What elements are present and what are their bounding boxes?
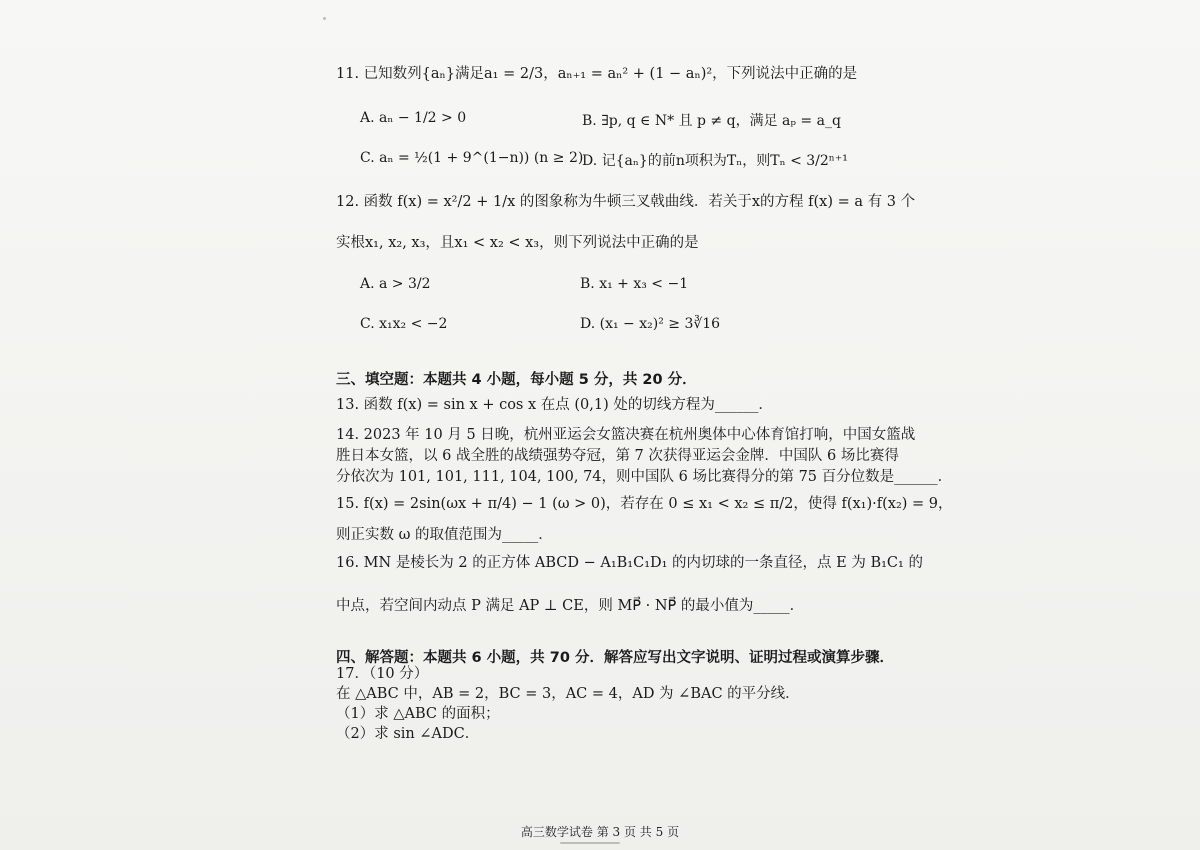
question-11-option-c: C. aₙ = ½(1 + 9^(1−n)) (n ≥ 2) (360, 150, 584, 166)
question-16-line-1: 16. MN 是棱长为 2 的正方体 ABCD − A₁B₁C₁D₁ 的内切球的一条直径，点 E 为 B₁C₁ 的 (336, 555, 923, 571)
scan-speck (560, 842, 620, 844)
question-12-option-b: B. x₁ + x₃ < −1 (580, 276, 689, 292)
question-11-option-b: B. ∃p, q ∈ N* 且 p ≠ q，满足 aₚ = a_q (582, 113, 841, 129)
question-15-line-1: 15. f(x) = 2sin(ωx + π/4) − 1 (ω > 0)，若存在 0 ≤ x₁ < x₂ ≤ π/2，使得 f(x₁)·f(x₂) = 9， (336, 496, 953, 512)
question-17-heading: 17．（10 分） (336, 666, 429, 682)
question-14-line-2: 胜日本女篮，以 6 战全胜的战绩强势夺冠，第 7 次获得亚运会金牌．中国队 6 场比赛得 (336, 448, 899, 464)
question-16-line-2: 中点，若空间内动点 P 满足 AP ⊥ CE，则 MP⃗ · NP⃗ 的最小值为_____． (336, 598, 805, 614)
question-12-option-c: C. x₁x₂ < −2 (360, 316, 448, 332)
page-footer: 高三数学试卷 第 3 页 共 5 页 (520, 825, 680, 839)
question-12-line-1: 12. 函数 f(x) = x²/2 + 1/x 的图象称为牛顿三叉戟曲线．若关于x的方程 f(x) = a 有 3 个 (336, 194, 916, 210)
question-17-stem: 在 △ABC 中，AB = 2，BC = 3，AC = 4，AD 为 ∠BAC 的平分线． (336, 686, 800, 702)
question-12-option-d: D. (x₁ − x₂)² ≥ 3∛16 (580, 316, 721, 332)
question-17-part-2: （2）求 sin ∠ADC． (336, 726, 480, 742)
question-11-stem: 11. 已知数列{aₙ}满足a₁ = 2/3，aₙ₊₁ = aₙ² + (1 − aₙ)²，下列说法中正确的是 (336, 66, 858, 82)
question-13: 13. 函数 f(x) = sin x + cos x 在点 (0,1) 处的切线方程为______． (336, 397, 773, 413)
section-4-heading: 四、解答题：本题共 6 小题，共 70 分．解答应写出文字说明、证明过程或演算步骤． (336, 650, 894, 666)
question-14-line-3: 分依次为 101, 101, 111, 104, 100, 74，则中国队 6 场比赛得分的第 75 百分位数是______． (336, 469, 953, 485)
question-11-option-d: D. 记{aₙ}的前n项积为Tₙ，则Tₙ < 3/2ⁿ⁺¹ (582, 153, 848, 169)
question-11-option-a: A. aₙ − 1/2 > 0 (360, 110, 467, 126)
section-3-heading: 三、填空题：本题共 4 小题，每小题 5 分，共 20 分． (336, 372, 697, 388)
question-14-line-1: 14. 2023 年 10 月 5 日晚，杭州亚运会女篮决赛在杭州奥体中心体育馆打响，中国女篮战 (336, 427, 916, 443)
question-15-line-2: 则正实数 ω 的取值范围为_____． (336, 527, 553, 543)
scan-speck (323, 17, 326, 20)
question-17-part-1: （1）求 △ABC 的面积； (336, 706, 500, 722)
question-12-option-a: A. a > 3/2 (360, 276, 431, 292)
question-12-line-2: 实根x₁, x₂, x₃，且x₁ < x₂ < x₃，则下列说法中正确的是 (336, 235, 699, 251)
